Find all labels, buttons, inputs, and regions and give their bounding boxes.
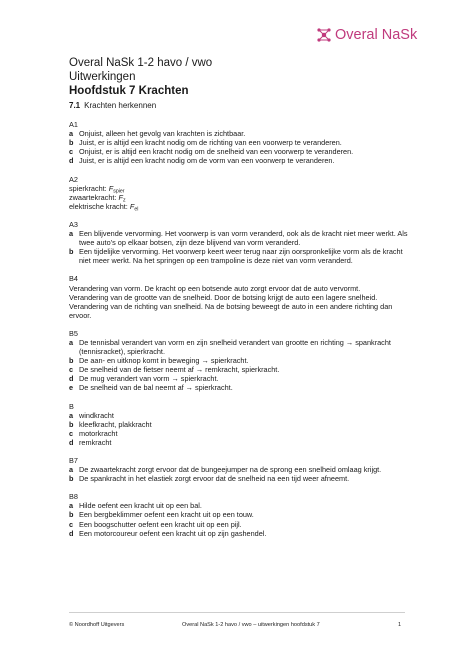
item-text: Een tijdelijke vervorming. Het voorwerp keert weer terug naar zijn oorspronkelijke vorm als de kracht niet meer werkt. Na het springen op een trampoline is deze niet van vorm veranderd. — [79, 247, 403, 266]
document-type: Uitwerkingen — [69, 71, 136, 83]
item-text: remkracht — [79, 437, 112, 447]
item-letter: c — [69, 428, 74, 438]
answer-paragraph: Verandering van de grootte van de snelheid. Door de botsing krijgt de auto een lagere snelheid. — [69, 292, 378, 302]
item-text: Een boogschutter oefent een kracht uit op een pijl. — [79, 519, 242, 529]
item-text: Een bergbeklimmer oefent een kracht uit op een touw. — [79, 510, 254, 520]
item-letter: c — [69, 365, 74, 375]
answer-paragraph: Verandering van vorm. De kracht op een botsende auto zorgt ervoor dat de auto vervormt. — [69, 283, 361, 293]
document-header — [69, 56, 212, 98]
answer-item — [69, 429, 414, 438]
force-symbol-line: spierkracht: $F_{spier}$ — [69, 183, 125, 195]
item-text: De tennisbal verandert van vorm en zijn snelheid verandert van grootte en richting → spankracht (tennisracket), spierkracht. — [79, 337, 391, 357]
answer-item — [69, 520, 414, 529]
item-letter: b — [69, 474, 74, 484]
item-text: Een blijvende vervorming. Het voorwerp is van vorm veranderd, ook als de kracht niet meer werkt. Als twee auto’s op elkaar botsen, zijn deze blijvend van vorm veranderd. — [79, 229, 408, 248]
brand-logo — [316, 27, 417, 43]
section-name: Krachten herkennen — [84, 101, 157, 110]
answer-item — [69, 229, 414, 247]
item-text: De mug verandert van vorm → spierkracht. — [79, 374, 219, 384]
question-b5 — [69, 329, 414, 393]
question-heading: A3 — [69, 219, 78, 229]
item-letter: a — [69, 465, 74, 475]
item-letter: d — [69, 374, 74, 384]
page-number: 1 — [398, 622, 402, 628]
item-letter: b — [69, 510, 74, 520]
item-letter: e — [69, 383, 74, 393]
answer-item — [69, 438, 414, 447]
item-letter: b — [69, 138, 74, 148]
question-a1 — [69, 120, 414, 165]
answer-item — [69, 529, 414, 538]
item-letter: b — [69, 419, 74, 429]
force-symbol-line: elektrische kracht: $F_{el}$ — [69, 201, 139, 213]
answer-item — [69, 383, 414, 392]
question-heading: B — [69, 401, 74, 411]
answers-content — [69, 101, 414, 547]
item-letter: a — [69, 337, 74, 347]
item-letter: c — [69, 519, 74, 529]
question-heading: B8 — [69, 492, 78, 502]
question-heading: A1 — [69, 120, 78, 130]
answer-item — [69, 338, 414, 356]
answer-item — [69, 129, 414, 138]
answer-item — [69, 356, 414, 365]
molecule-icon — [316, 27, 332, 43]
question-b6 — [69, 402, 414, 447]
question-b7 — [69, 456, 414, 483]
answer-item — [69, 247, 414, 265]
question-heading: A2 — [69, 174, 78, 184]
answer-item — [69, 420, 414, 429]
item-text: Juist, er is altijd een kracht nodig om de richting van een voorwerp te veranderen. — [79, 138, 342, 148]
item-text: De snelheid van de bal neemt af → spierkracht. — [79, 383, 233, 393]
question-heading: B4 — [69, 274, 78, 284]
item-text: windkracht — [79, 410, 114, 420]
item-text: De zwaartekracht zorgt ervoor dat de bungeejumper na de sprong een snelheid omlaag krijgt. — [79, 465, 382, 475]
logo-text: Overal NaSk — [335, 26, 418, 43]
answer-item — [69, 510, 414, 519]
item-text: Onjuist, er is altijd een kracht nodig om de snelheid van een voorwerp te veranderen. — [79, 147, 354, 157]
answer-item — [69, 501, 414, 510]
question-b8 — [69, 492, 414, 537]
answer-item — [69, 147, 414, 156]
chapter-title: Hoofdstuk 7 Krachten — [69, 85, 189, 97]
answer-item — [69, 156, 414, 165]
answer-item — [69, 465, 414, 474]
answer-item — [69, 138, 414, 147]
footer-document-title: Overal NaSk 1-2 havo / vwo – uitwerkingen hoofdstuk 7 — [182, 622, 320, 628]
item-text: De snelheid van de fietser neemt af → remkracht, spierkracht. — [79, 365, 280, 375]
item-letter: d — [69, 528, 74, 538]
footer-divider — [69, 612, 405, 613]
item-letter: a — [69, 229, 74, 239]
item-text: Hilde oefent een kracht uit op een bal. — [79, 501, 202, 511]
question-heading: B7 — [69, 456, 78, 465]
item-text: motorkracht — [79, 428, 118, 438]
question-a2 — [69, 175, 414, 211]
item-text: Juist, er is altijd een kracht nodig om de vorm van een voorwerp te veranderen. — [79, 156, 335, 166]
item-letter: b — [69, 356, 74, 366]
footer-publisher: © Noordhoff Uitgevers — [69, 622, 125, 628]
question-b4 — [69, 274, 414, 319]
answer-item — [69, 365, 414, 374]
item-letter: a — [69, 501, 74, 511]
item-letter: c — [69, 147, 74, 157]
section-number: 7.1 — [69, 101, 81, 110]
item-text: De spankracht in het elastiek zorgt ervoor dat de snelheid na een tijd weer afneemt. — [79, 474, 350, 484]
item-text: De aan- en uitknop komt in beweging → spierkracht. — [79, 356, 249, 366]
answer-item — [69, 474, 414, 483]
question-a3 — [69, 220, 414, 265]
question-heading: B5 — [69, 328, 78, 338]
item-letter: b — [69, 247, 74, 257]
item-letter: a — [69, 129, 74, 139]
item-text: kleefkracht, plakkracht — [79, 419, 152, 429]
item-letter: d — [69, 437, 74, 447]
force-symbol-line: zwaartekracht: $F_z$ — [69, 192, 126, 204]
section-title — [69, 101, 414, 110]
answer-paragraph: Verandering van de richting van snelheid. Na de botsing beweegt de auto in een andere richting dan ervoor. — [69, 301, 393, 320]
item-letter: d — [69, 156, 74, 166]
item-text: Onjuist, alleen het gevolg van krachten is zichtbaar. — [79, 129, 246, 139]
course-title: Overal NaSk 1-2 havo / vwo — [69, 57, 213, 69]
answer-item — [69, 374, 414, 383]
answer-item — [69, 411, 414, 420]
item-text: Een motorcoureur oefent een kracht uit op zijn gashendel. — [79, 528, 267, 538]
item-letter: a — [69, 410, 74, 420]
